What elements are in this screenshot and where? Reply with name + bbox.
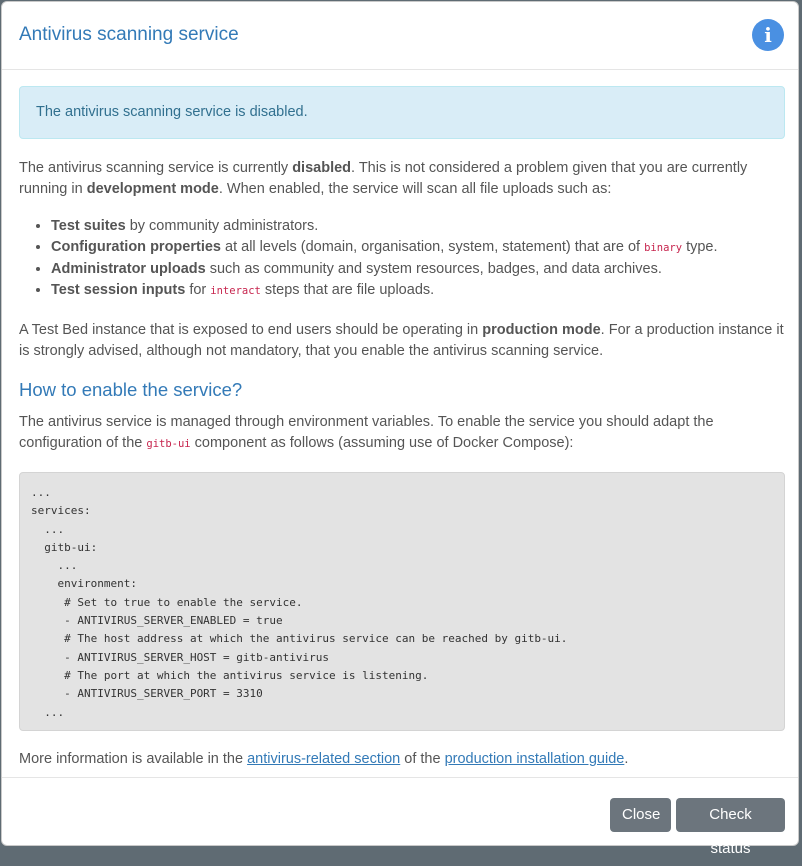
list-item-text: steps that are file uploads. <box>260 282 435 298</box>
para4-text-3: . <box>624 751 629 767</box>
list-item-text: such as community and system resources, badges, and data archives. <box>205 261 662 277</box>
list-item-code: interact <box>210 285 261 297</box>
para3-code: gitb-ui <box>146 438 191 450</box>
production-paragraph <box>19 320 785 362</box>
para2-text-1: A Test Bed instance that is exposed to end users should be operating in <box>19 322 483 338</box>
para3-text-1: The antivirus service is managed through environment variables. To enable the service you should adapt the configuration of the <box>19 414 714 451</box>
antivirus-section-link[interactable]: antivirus-related section <box>247 751 401 767</box>
intro-text-1: The antivirus scanning service is currently <box>19 160 293 176</box>
para4-text-1: More information is available in the <box>19 751 248 767</box>
howto-heading: How to enable the service? <box>19 379 243 400</box>
list-item-bold: Test session inputs <box>51 282 186 298</box>
para3-text-2: component as follows (assuming use of Docker Compose): <box>190 435 574 451</box>
howto-paragraph <box>19 412 785 455</box>
intro-bold-1: disabled <box>292 160 352 176</box>
list-item <box>51 280 785 302</box>
upload-types-list <box>19 216 785 302</box>
list-item-code: binary <box>644 242 683 254</box>
intro-text-3: . When enabled, the service will scan all file uploads such as: <box>218 181 612 197</box>
list-item <box>51 216 785 237</box>
intro-paragraph <box>19 158 785 200</box>
intro-text-2: . This is not considered a problem given that you are currently running in <box>19 160 748 197</box>
modal-header <box>2 2 798 70</box>
list-item-text: type. <box>682 239 718 255</box>
list-item-text: for <box>185 282 211 298</box>
modal-footer <box>2 777 798 857</box>
para2-bold: production mode <box>482 322 601 338</box>
list-item-bold: Test suites <box>51 218 126 234</box>
intro-bold-2: development mode <box>86 181 219 197</box>
para4-text-2: of the <box>400 751 445 767</box>
close-button[interactable]: Close <box>610 798 671 832</box>
modal-title: Antivirus scanning service <box>19 24 239 45</box>
list-item <box>51 259 785 280</box>
installation-guide-link[interactable]: production installation guide <box>444 751 625 767</box>
modal-body <box>19 86 785 770</box>
status-alert: The antivirus scanning service is disabled. <box>19 86 785 139</box>
list-item <box>51 237 785 259</box>
list-item-bold: Configuration properties <box>51 239 221 255</box>
list-item-bold: Administrator uploads <box>51 261 206 277</box>
more-info-paragraph <box>19 749 785 770</box>
list-item-text: by community administrators. <box>125 218 319 234</box>
config-code-block: ... services: ... gitb-ui: ... environment: # Set to true to enable the service. - ANTIVIRUS_SERVER_ENABLED = true # The host address at which the antivirus service can be reached by gitb-ui. - ANTIVIRUS_SERVER_HOST = gitb-antivirus # The port at which the antivirus service is listening. - ANTIVIRUS_SERVER_PORT = 3310 ... <box>19 472 785 731</box>
check-status-button[interactable]: Check status <box>676 798 785 832</box>
list-item-text: at all levels (domain, organisation, system, statement) that are of <box>220 239 645 255</box>
para2-text-2: . For a production instance it is strongly advised, although not mandatory, that you enable the antivirus scanning service. <box>19 322 784 359</box>
info-icon: i <box>752 19 784 51</box>
antivirus-modal <box>1 1 799 857</box>
